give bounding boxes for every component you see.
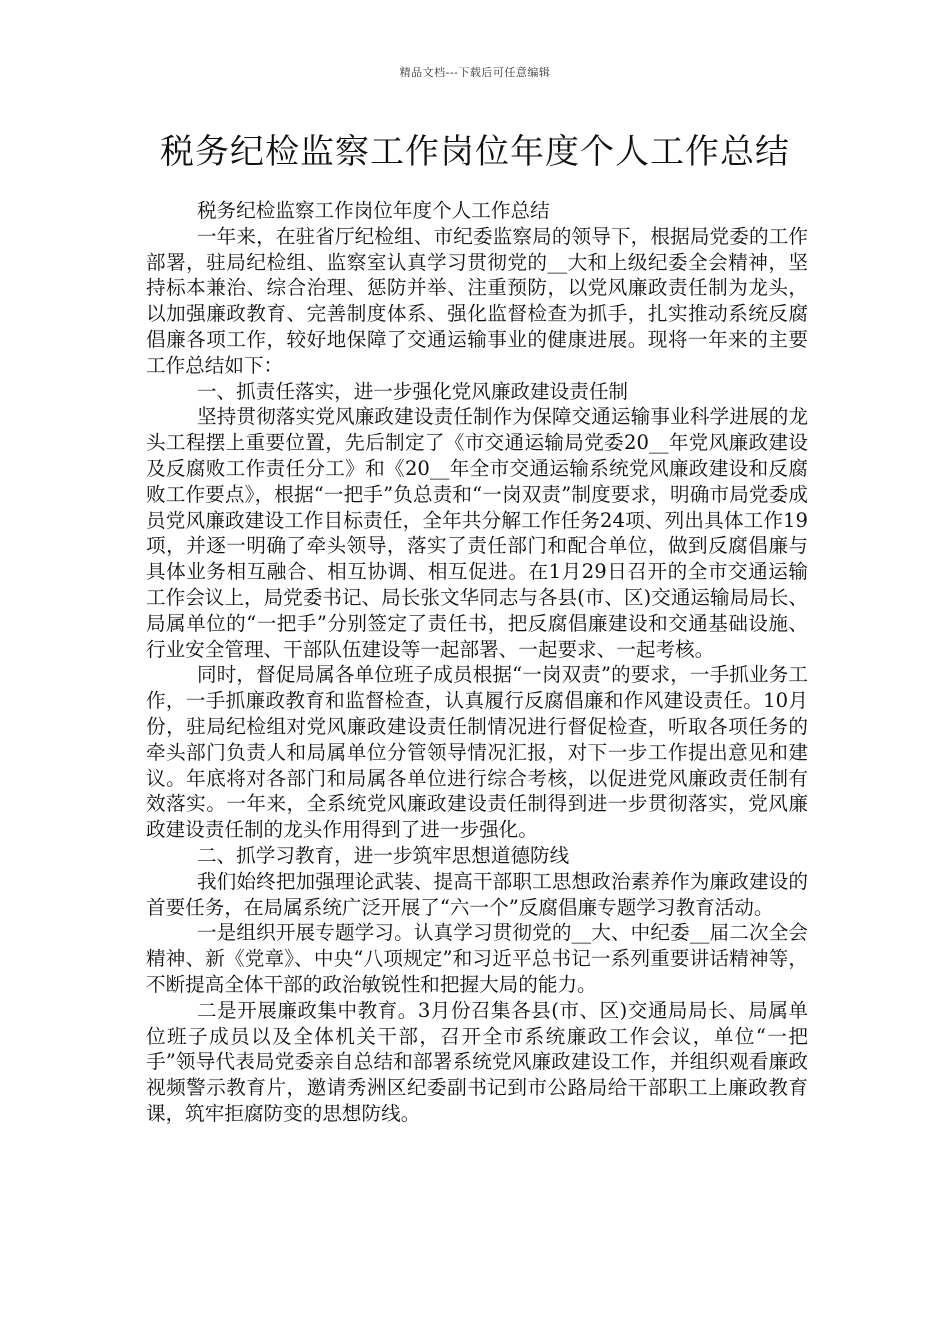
- section-heading-2: 二、抓学习教育，进一步筑牢思想道德防线: [196, 843, 570, 867]
- paragraph: 坚持贯彻落实党风廉政建设责任制作为保障交通运输事业科学进展的龙头工程摆上重要位置，先后制定了《市交通运输局党委20__年党风廉政建设及反腐败工作责任分工》和《20__年全市交通运输系统党风廉政建设和反腐败工作要点》，根据“一把手”负总责和“一岗双责”制度要求，明确市局党委成员党风廉政建设工作目标责任，全年共分解工作任务24项、列出具体工作19项，并逐一明确了牵头领导，落实了责任部门和配合单位，做到反腐倡廉与具体业务相互融合、相互协调、相互促进。在1月29日召开的全市交通运输工作会议上，局党委书记、局长张文华同志与各县(市、区)交通运输局局长、局属单位的“一把手”分别签定了责任书，把反腐倡廉建设和交通基础设施、行业安全管理、干部队伍建设等一起部署、一起要求、一起考核。: [146, 405, 808, 661]
- paragraph: 我们始终把加强理论武装、提高干部职工思想政治素养作为廉政建设的首要任务，在局属系统广泛开展了“六一个”反腐倡廉专题学习教育活动。: [146, 869, 808, 919]
- section-heading-1: 一、抓责任落实，进一步强化党风廉政建设责任制: [196, 379, 629, 403]
- header-note: 精品文档---下载后可任意编辑: [399, 66, 551, 79]
- paragraph-intro: 一年来，在驻省厅纪检组、市纪委监察局的领导下，根据局党委的工作部署，驻局纪检组、监察室认真学习贯彻党的__大和上级纪委全会精神，坚持标本兼治、综合治理、惩防并举、注重预防，以党风廉政责任制为龙头，以加强廉政教育、完善制度体系、强化监督检查为抓手，扎实推动系统反腐倡廉各项工作，较好地保障了交通运输事业的健康进展。现将一年来的主要工作总结如下：: [146, 224, 808, 377]
- paragraph: 同时，督促局属各单位班子成员根据“一岗双责”的要求，一手抓业务工作，一手抓廉政教育和监督检查，认真履行反腐倡廉和作风建设责任。10月份，驻局纪检组对党风廉政建设责任制情况进行督促检查，听取各项任务的牵头部门负责人和局属单位分管领导情况汇报，对下一步工作提出意见和建议。年底将对各部门和局属各单位进行综合考核，以促进党风廉政责任制有效落实。一年来，全系统党风廉政建设责任制得到进一步贯彻落实，党风廉政建设责任制的龙头作用得到了进一步强化。: [146, 663, 808, 842]
- document-title: 税务纪检监察工作岗位年度个人工作总结: [160, 132, 790, 172]
- paragraph: 二是开展廉政集中教育。3月份召集各县(市、区)交通局局长、局属单位班子成员以及全体机关干部，召开全市系统廉政工作会议，单位“一把手”领导代表局党委亲自总结和部署系统党风廉政建设工作，并组织观看廉政视频警示教育片，邀请秀洲区纪委副书记到市公路局给干部职工上廉政教育课，筑牢拒腐防变的思想防线。: [146, 998, 808, 1125]
- document-body: [146, 198, 808, 1127]
- paragraph-subtitle: 税务纪检监察工作岗位年度个人工作总结: [196, 199, 550, 222]
- paragraph: 一是组织开展专题学习。认真学习贯彻党的__大、中纪委__届二次全会精神、新《党章》、中央“八项规定”和习近平总书记一系列重要讲话精神等，不断提高全体干部的政治敏锐性和把握大局的能力。: [146, 921, 808, 996]
